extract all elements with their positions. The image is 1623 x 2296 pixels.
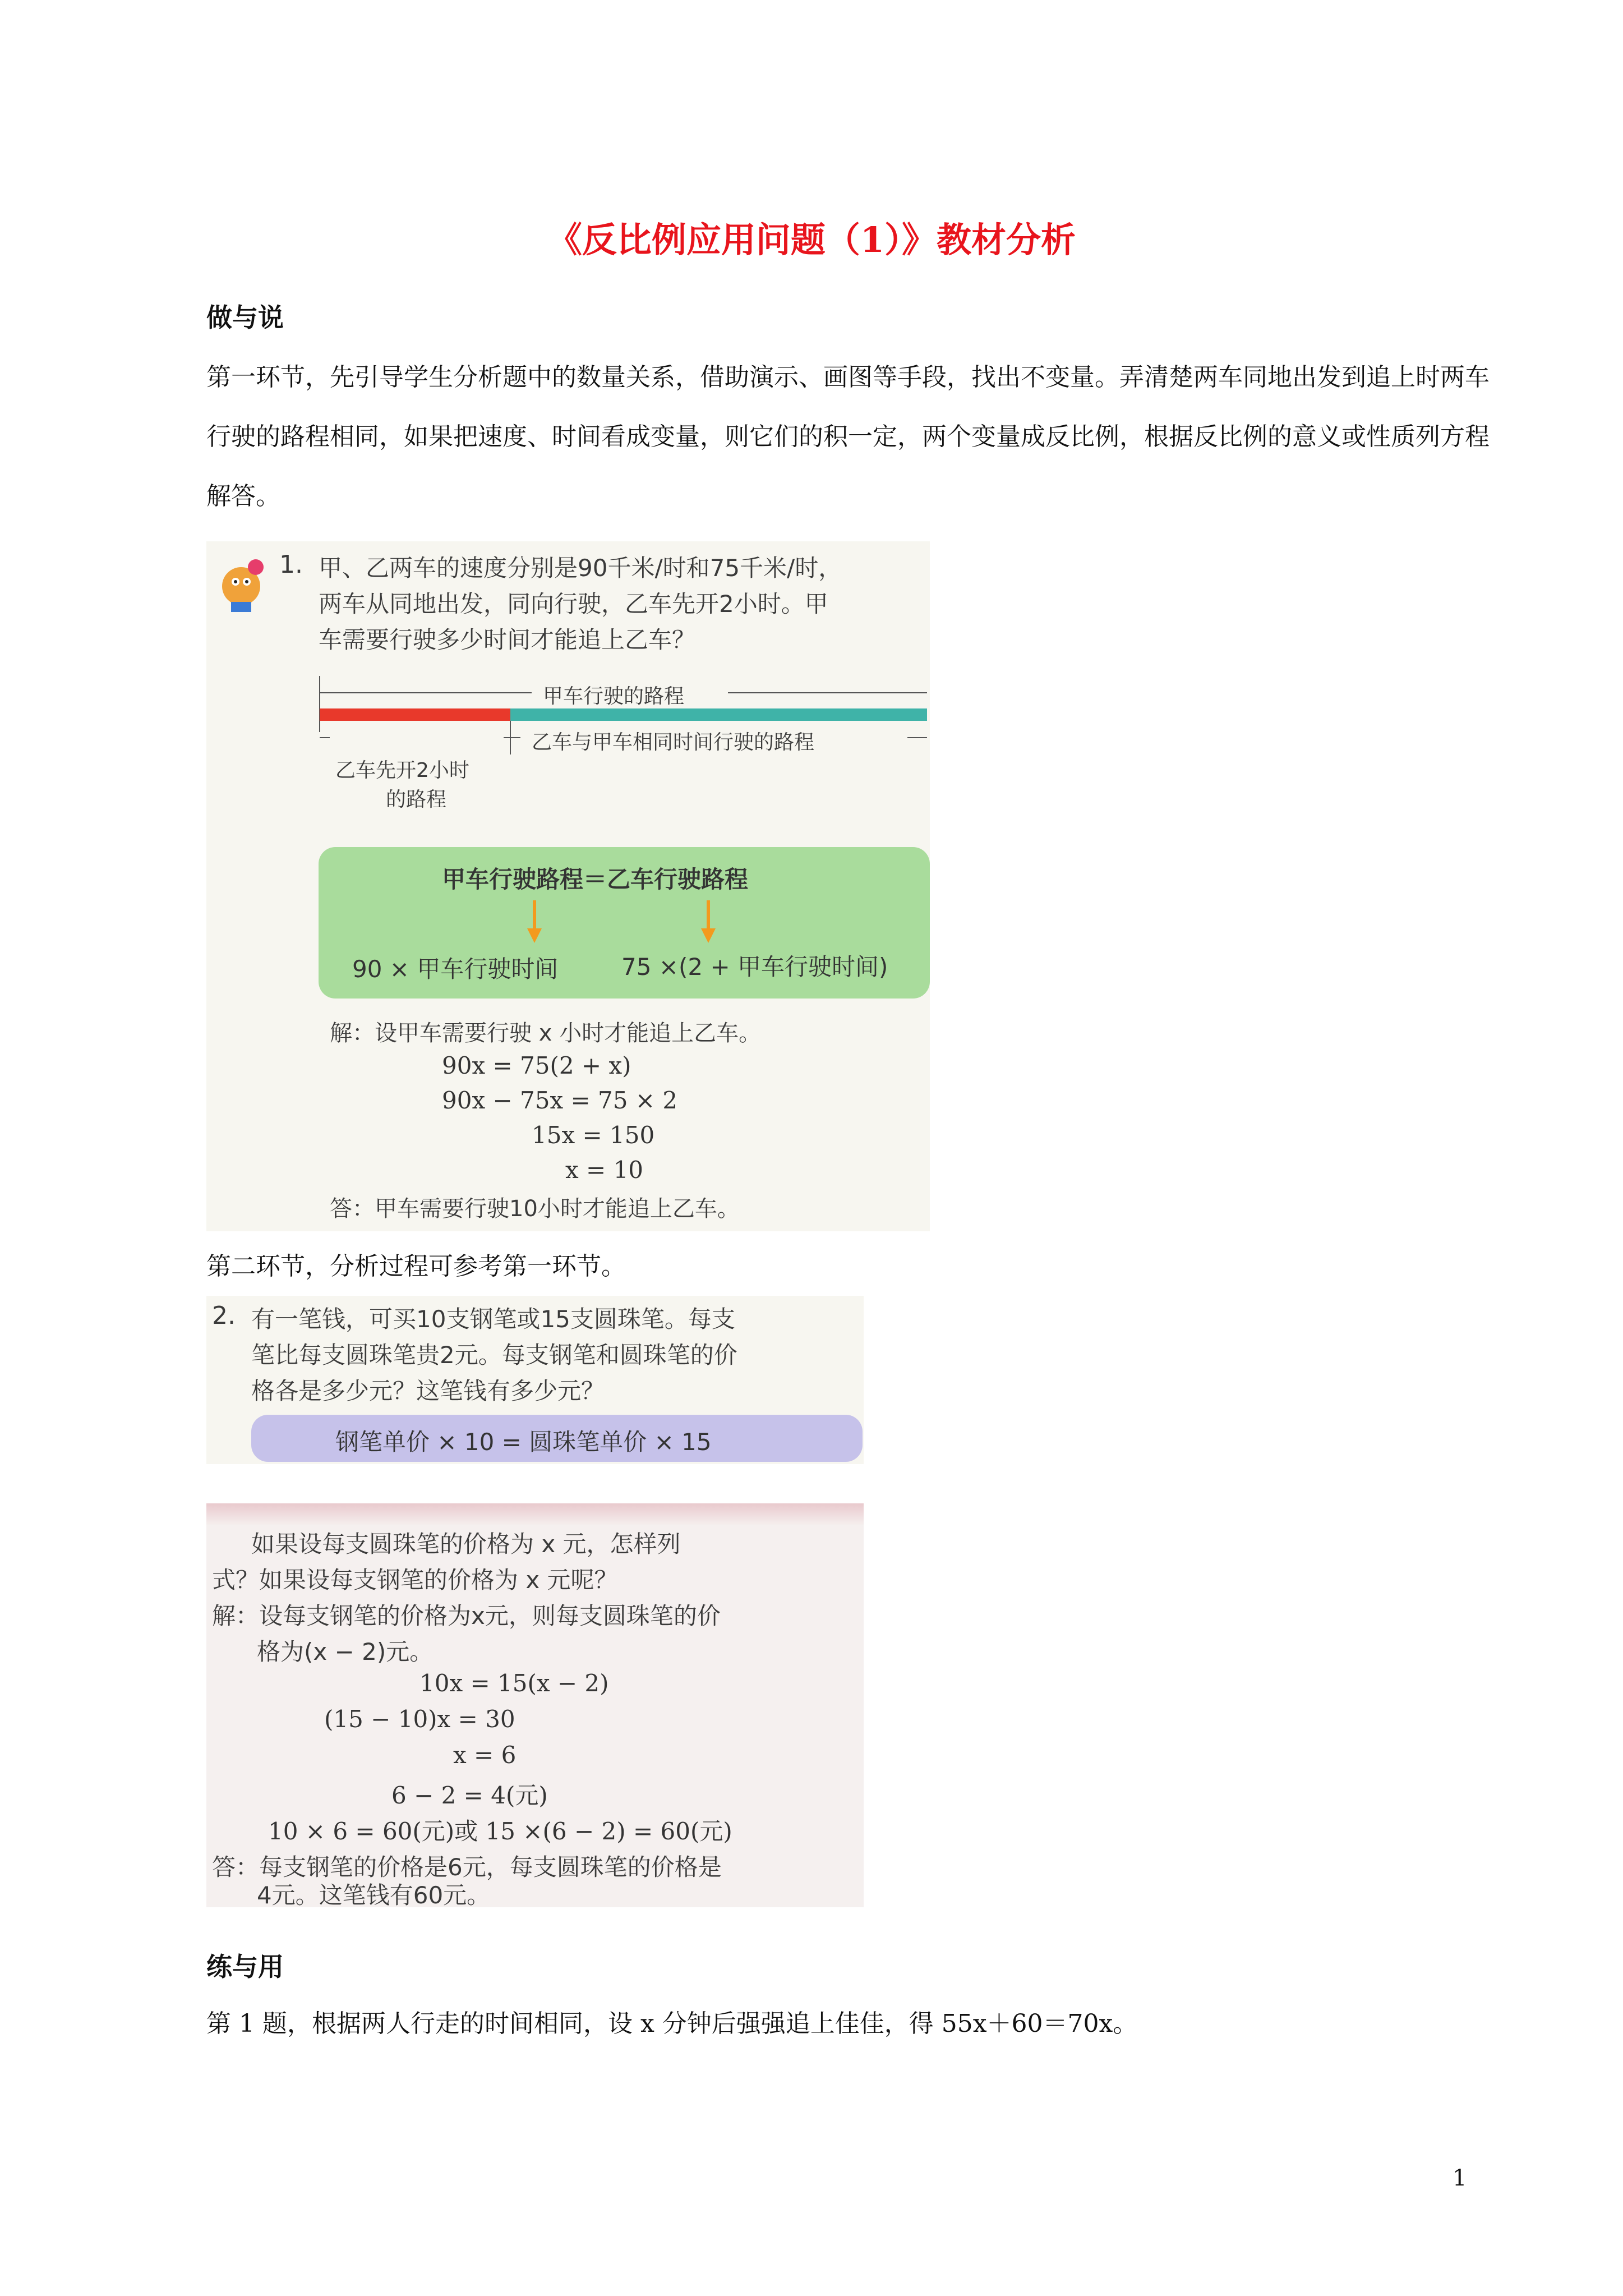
equation-3: x = 6 (453, 1741, 517, 1769)
equation-4: x = 10 (565, 1156, 644, 1184)
equation-2: 90x − 75x = 75 × 2 (442, 1087, 678, 1114)
relation-right: 75 ×(2 + 甲车行驶时间) (621, 953, 888, 981)
relation-text-2: 钢笔单价 × 10 = 圆珠笔单价 × 15 (335, 1428, 712, 1456)
problem-1-text (319, 550, 842, 658)
answer-1: 答：甲车需要行驶10小时才能追上乙车。 (330, 1196, 740, 1222)
problem-number: 2. (212, 1301, 236, 1330)
question-line: 式？如果设每支钢笔的价格为 x 元呢？ (212, 1566, 618, 1594)
section-heading-practice: 练与用 (206, 1952, 284, 1982)
problem-1-line: 车需要行驶多少时间才能追上乙车？ (319, 626, 696, 654)
solution-line: 格为(x − 2)元。 (257, 1638, 434, 1665)
textbook-scan-solution-2 (206, 1503, 864, 1907)
paragraph-text: 第一环节，先引导学生分析题中的数量关系，借助演示、画图等手段，找出不变量。弄清楚两车同地出发到追上时两车行驶的路程相同，如果把速度、时间看成变量，则它们的积一定，两个变量成反比例，根据反比例的意义或性质列方程解答。 (206, 363, 1490, 510)
equation-4: 6 − 2 = 4(元) (391, 1782, 548, 1809)
problem-2-text (251, 1301, 737, 1409)
problem-number: 1. (279, 550, 303, 579)
mascot-icon (214, 553, 268, 614)
paragraph-analysis-2: 第二环节，分析过程可参考第一环节。 (206, 1252, 626, 1281)
equation-3: 15x = 150 (532, 1121, 655, 1149)
solution-line: 解：设每支钢笔的价格为x元，则每支圆珠笔的价 (212, 1602, 721, 1630)
equation-5: 10 × 6 = 60(元)或 15 ×(6 − 2) = 60(元) (268, 1818, 732, 1845)
textbook-scan-problem-1 (206, 541, 930, 1231)
problem-1-line: 甲、乙两车的速度分别是90千米/时和75千米/时， (319, 554, 842, 582)
diagram-left-label-2: 的路程 (386, 788, 447, 811)
solution-intro: 解：设甲车需要行驶 x 小时才能追上乙车。 (330, 1020, 762, 1046)
equation-1: 90x = 75(2 + x) (442, 1052, 631, 1079)
relation-title: 甲车行驶路程＝乙车行驶路程 (442, 866, 749, 893)
answer-line: 4元。这笔钱有60元。 (257, 1881, 491, 1909)
problem-1-line: 两车从同地出发，同向行驶，乙车先开2小时。甲 (319, 590, 828, 618)
page-title: 《反比例应用问题（1）》教材分析 (547, 219, 1076, 260)
problem-2-line: 有一笔钱，可买10支钢笔或15支圆珠笔。每支 (251, 1305, 735, 1333)
answer-line: 答：每支钢笔的价格是6元，每支圆珠笔的价格是 (212, 1853, 722, 1881)
diagram-right-label: 乙车与甲车相同时间行驶的路程 (532, 731, 815, 754)
equation-1: 10x = 15(x − 2) (419, 1669, 609, 1697)
arrow-down-icon (700, 900, 717, 945)
arrow-down-icon (526, 900, 543, 945)
diagram-top-label: 甲车行驶的路程 (543, 685, 685, 708)
problem-2-line: 格各是多少元？这笔钱有多少元？ (251, 1377, 605, 1405)
problem-2-line: 笔比每支圆珠笔贵2元。每支钢笔和圆珠笔的价 (251, 1341, 737, 1369)
question-line: 如果设每支圆珠笔的价格为 x 元，怎样列 (251, 1530, 681, 1558)
textbook-scan-problem-2 (206, 1296, 864, 1464)
page-number: 1 (1453, 2165, 1467, 2191)
section-heading-do-and-say: 做与说 (206, 302, 284, 333)
paragraph-practice-1: 第 1 题，根据两人行走的时间相同，设 x 分钟后强强追上佳佳，得 55x＋60＝70x。 (206, 2009, 1138, 2038)
relation-left: 90 × 甲车行驶时间 (352, 955, 559, 983)
paragraph-analysis-1 (206, 348, 1491, 526)
equation-2: (15 − 10)x = 30 (324, 1705, 515, 1733)
diagram-left-label: 乙车先开2小时 (335, 759, 469, 782)
